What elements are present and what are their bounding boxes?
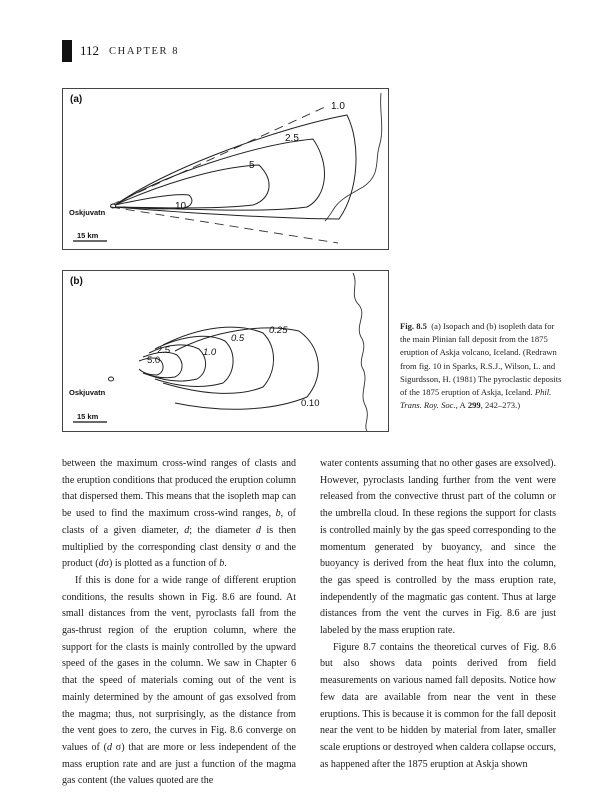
figure-number: Fig. 8.5 <box>400 321 427 331</box>
header-bar <box>62 40 72 62</box>
caption-series: , A <box>455 400 466 411</box>
chapter-label: CHAPTER 8 <box>109 45 180 57</box>
isopleth-label: 0.25 <box>269 325 288 336</box>
figure-caption <box>400 320 565 412</box>
caption-text: (a) Isopach and (b) isopleth data for the main Plinian fall deposit from the 1875 eruption of Askja volcano, Iceland. (Redrawn from fig. 10 in Sparks, R.S.J., Wilson, L. and Sigurdsson, H. (1981) The pyroclastic deposits of the 1875 eruption of Askja, Iceland. <box>400 321 562 398</box>
isopleth-map <box>63 271 388 431</box>
paragraph: water contents assuming that no other gases are exsolved). However, pyroclasts landing further from the vent were released from the convective thrust part of the column or the umbrella cloud. In these regions the support for clasts is controlled mainly by the gas speed corresponding to the momentum generated by buoyancy, and since the buoyancy is derived from the heat flux into the column, the gas speed is controlled by the mass eruption rate, independently of the magmatic gas content. Thus at large distances from the vent the curves in Fig. 8.6 are just labeled by the mass eruption rate. <box>320 458 556 637</box>
place-label: Oskjuvatn <box>69 208 106 217</box>
caption-pages: , 242–273.) <box>480 400 521 411</box>
caption-journal: Phil. Trans. Roy. Soc. <box>400 387 552 411</box>
isopach-map <box>63 89 388 249</box>
panel-label: (a) <box>70 94 83 105</box>
contour-label: 10 <box>175 201 187 212</box>
scale-label: 15 km <box>77 231 99 240</box>
paragraph: between the maximum cross-wind ranges of clasts and the eruption conditions that produced the eruption column that dispersed them. This means that the isopleth map can be used to find the maximum cross-wind ranges, b, of clasts of a given diameter, d; the diameter d is then multiplied by the corresponding clast density σ and the product (dσ) is plotted as a function of b. <box>62 458 296 570</box>
contour-2-5 <box>115 139 324 210</box>
isopleth-label: 0.5 <box>231 333 245 344</box>
envelope-lower <box>111 207 338 243</box>
isopleth-0-5 <box>155 336 233 386</box>
text-column-left <box>62 456 296 790</box>
scale-label: 15 km <box>77 412 99 421</box>
isopleth-0-25 <box>163 327 274 393</box>
isopleth-label: 0.10 <box>301 398 320 409</box>
paragraph: If this is done for a wide range of different eruption conditions, the results shown in Fig. 8.6 are found. At small distances from the vent, pyroclasts fall from the gas-thrust region of the eruption column, where the support for the clasts is mainly controlled by the upward speed of the gases in the column. We saw in Chapter 6 that the speed of materials coming out of the vent is mainly determined by the amount of gas exsolved from the magma; thus, not surprisingly, as the distance from the vent goes to zero, the curves in Fig. 8.6 converge on values of (d σ) that are more or less independent of the mass eruption rate and are just a function of the magma gas content (the values quoted are the <box>62 574 297 787</box>
isopleth-label: 2.5 <box>157 345 171 356</box>
running-header <box>62 40 179 62</box>
isopleth-label: 5.0 <box>147 355 161 366</box>
place-label: Oskjuvatn <box>69 388 106 397</box>
vent-marker-b <box>108 377 113 381</box>
figure-panel-a <box>62 88 389 250</box>
coastline-b <box>353 273 367 431</box>
envelope-upper <box>111 107 325 205</box>
isopleth-0-10 <box>175 328 318 409</box>
paragraph: Figure 8.7 contains the theoretical curves of Fig. 8.6 but also shows data points derived from field measurements on various named fall deposits. Notice how few data are available from near the vent in these eruptions. This is because it is common for the fall deposit near the vent to be hidden by material from later, smaller scale eruptions or destroyed when caldera collapse occurs, as happened after the 1875 eruption at Askja shown <box>320 641 556 770</box>
contour-label: 1.0 <box>331 101 345 112</box>
coastline-a <box>325 93 382 221</box>
contour-label: 5 <box>249 160 255 171</box>
page-number: 112 <box>80 43 100 58</box>
contour-label: 2.5 <box>285 133 299 144</box>
panel-label: (b) <box>70 276 83 287</box>
figure-panel-b <box>62 270 389 432</box>
isopleth-label: 1.0 <box>203 347 217 358</box>
caption-volume: 299 <box>467 400 481 411</box>
text-column-right <box>320 456 556 773</box>
